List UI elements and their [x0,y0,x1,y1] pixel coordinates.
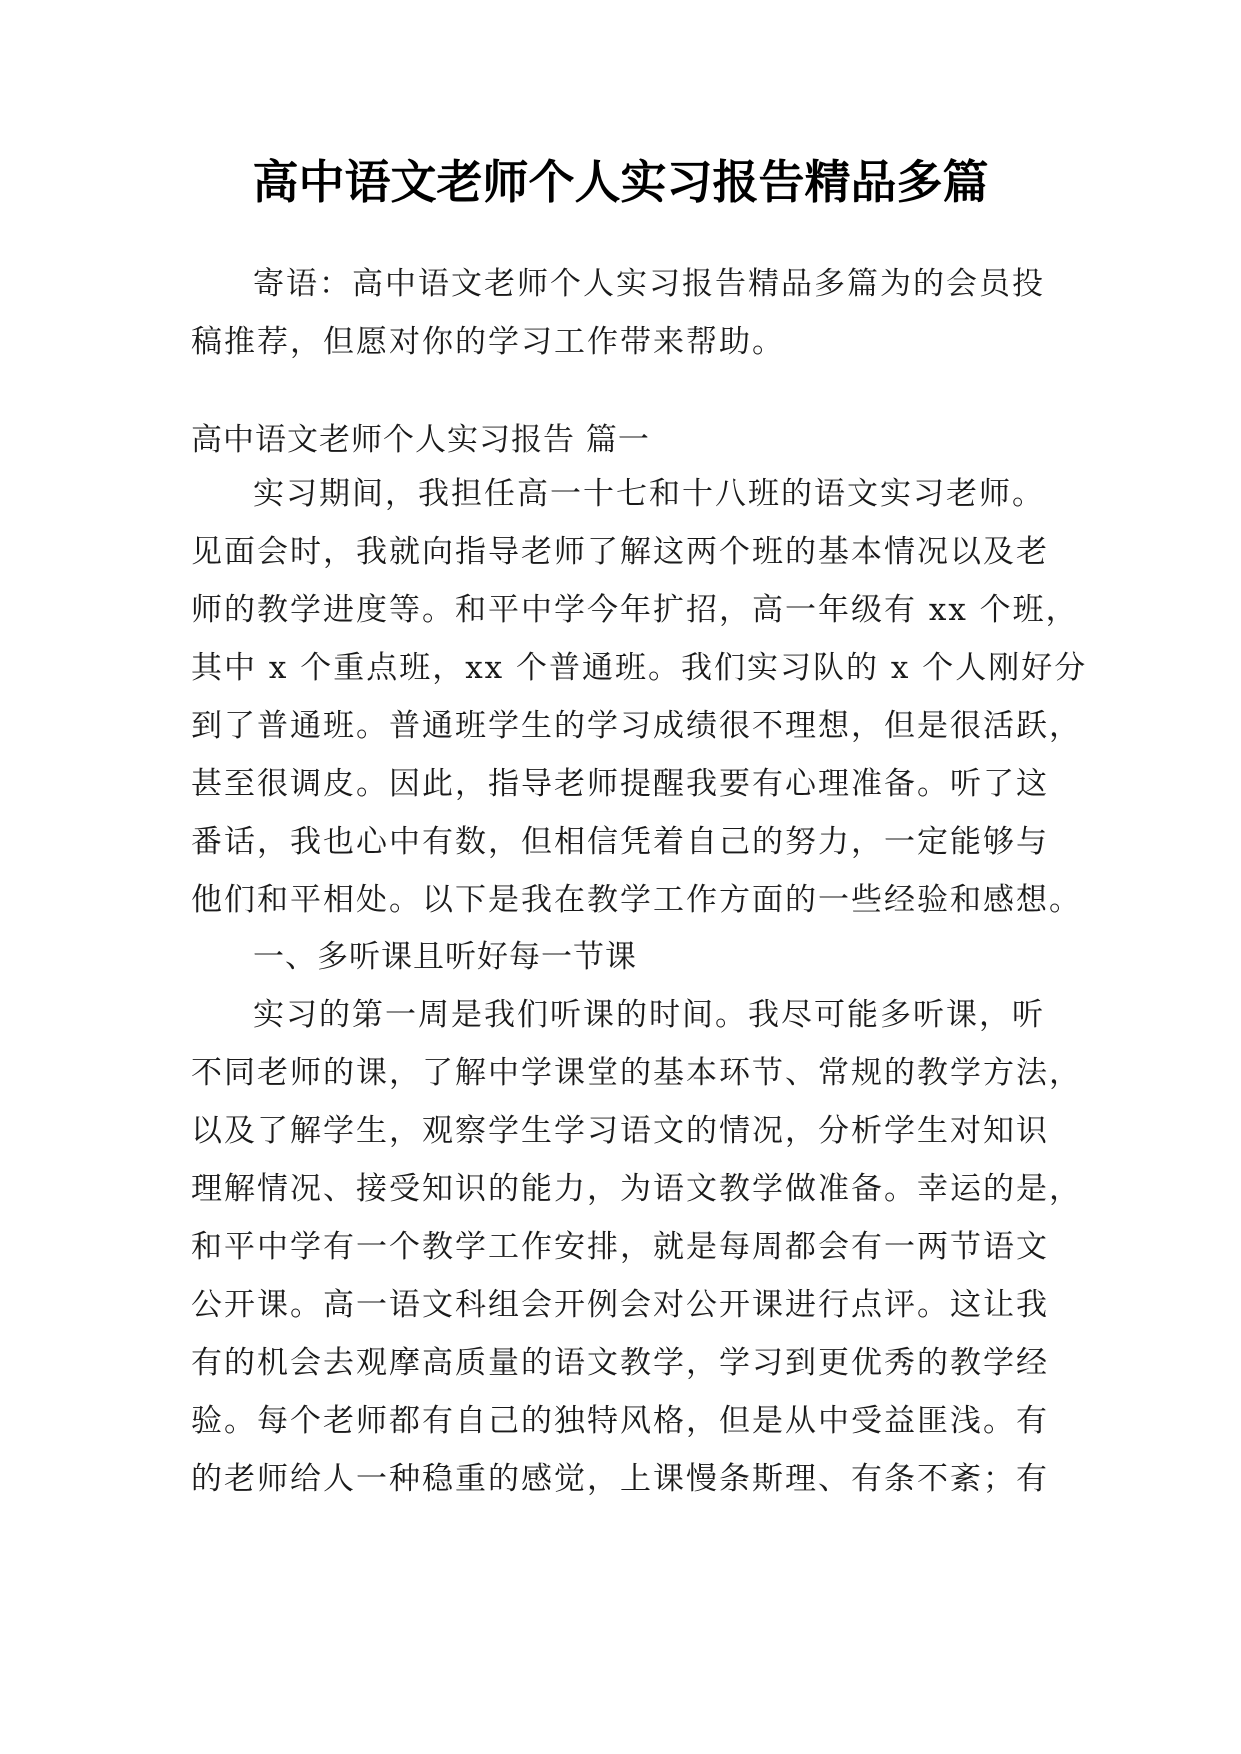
intro-line-2: 稿推荐，但愿对你的学习工作带来帮助。 [191,324,785,360]
document-title: 高中语文老师个人实习报告精品多篇 [252,155,989,209]
paragraph2-line-1: 实习的第一周是我们听课的时间。我尽可能多听课，听 [253,997,1045,1033]
paragraph2-line-3: 以及了解学生，观察学生学习语文的情况，分析学生对知识 [191,1113,1049,1149]
paragraph1-line-6: 甚至很调皮。因此，指导老师提醒我要有心理准备。听了这 [191,766,1049,802]
paragraph2-line-4: 理解情况、接受知识的能力，为语文教学做准备。幸运的是， [191,1171,1082,1207]
paragraph1-line-8: 他们和平相处。以下是我在教学工作方面的一些经验和感想。 [191,882,1082,918]
paragraph2-line-8: 验。每个老师都有自己的独特风格，但是从中受益匪浅。有 [191,1403,1049,1439]
paragraph2-line-6: 公开课。高一语文科组会开例会对公开课进行点评。这让我 [191,1287,1049,1323]
paragraph1-line-5: 到了普通班。普通班学生的学习成绩很不理想，但是很活跃， [191,708,1082,744]
intro-line-1: 寄语：高中语文老师个人实习报告精品多篇为的会员投 [253,266,1045,302]
paragraph1-line-3: 师的教学进度等。和平中学今年扩招，高一年级有 xx 个班， [191,592,1079,628]
paragraph1-line-7: 番话，我也心中有数，但相信凭着自己的努力，一定能够与 [191,824,1049,860]
paragraph1-line-1: 实习期间，我担任高一十七和十八班的语文实习老师。 [253,476,1045,512]
section-heading: 高中语文老师个人实习报告 篇一 [191,422,650,458]
paragraph2-line-9: 的老师给人一种稳重的感觉，上课慢条斯理、有条不紊；有 [191,1461,1049,1497]
paragraph2-line-7: 有的机会去观摩高质量的语文教学，学习到更优秀的教学经 [191,1345,1049,1381]
paragraph2-line-5: 和平中学有一个教学工作安排，就是每周都会有一两节语文 [191,1229,1049,1265]
paragraph2-line-2: 不同老师的课，了解中学课堂的基本环节、常规的教学方法， [191,1055,1082,1091]
subheading-1: 一、多听课且听好每一节课 [253,939,637,975]
paragraph1-line-2: 见面会时，我就向指导老师了解这两个班的基本情况以及老 [191,534,1049,570]
paragraph1-line-4: 其中 x 个重点班，xx 个普通班。我们实习队的 x 个人刚好分 [191,650,1088,686]
